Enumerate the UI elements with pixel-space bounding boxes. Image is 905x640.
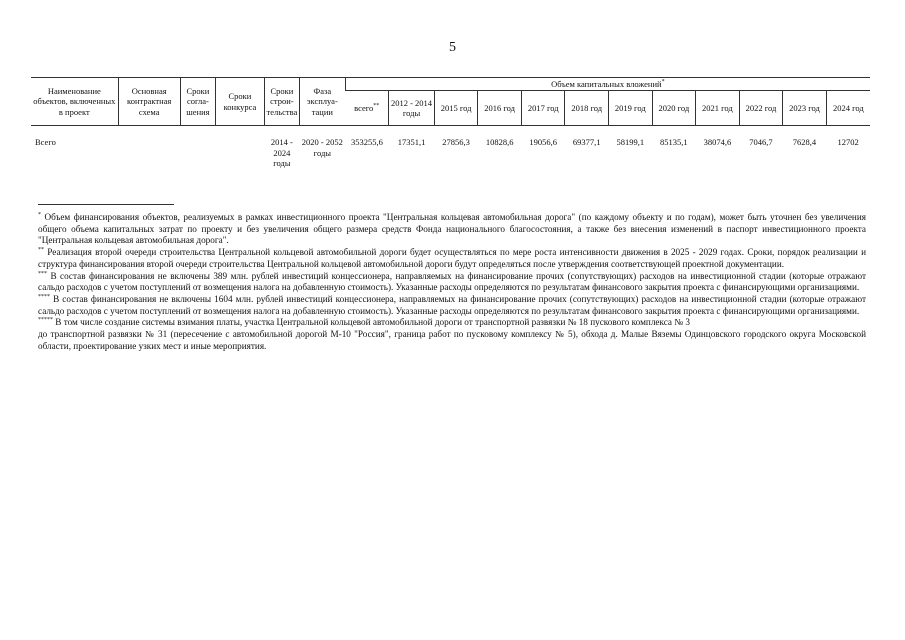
header-year: 2023 год [783, 91, 827, 126]
header-approval-terms: Сроки согла-шения [180, 78, 215, 126]
footnote-ref-1: * [661, 78, 665, 85]
investment-table [31, 77, 870, 169]
header-year: 2024 год [826, 91, 870, 126]
footnote-text: В состав финансирования не включены 1604 млн. рублей инвестиций концессионера, направляемых на финансирование прочих (сопутствующих) расходов на инвестиционной стадии (которые отражают сальдо расходов с учетом поступлений от возмещения налога на добавленную стоимость). Указанные расходы определяются по результатам финансового закрытия проекта с финансирующими организациями. [38, 293, 866, 316]
cell-empty [216, 126, 265, 169]
footnote-mark: ** [38, 247, 44, 254]
header-year: 2021 год [696, 91, 740, 126]
cell-empty [118, 126, 180, 169]
header-year: 2016 год [478, 91, 522, 126]
cell-value: 27856,3 [442, 137, 470, 147]
cell-value: 17351,1 [397, 137, 426, 147]
cell-operation-phase: 2020 - 2052 годы [301, 137, 343, 158]
footnote-text: В состав финансирования не включены 389 млн. рублей инвестиций концессионера, направляемых на финансирование прочих (сопутствующих) расходов на инвестиционной стадии (которые отражают сальдо расходов с учетом поступлений от возмещения налога на добавленную стоимость). Указанные расходы определяются по результатам финансового закрытия проекта с финансирующими организациями. [38, 270, 866, 293]
header-total-text: всего [354, 102, 374, 113]
cell-value: 7628,4 [792, 137, 817, 147]
page-number: 5 [449, 40, 456, 55]
header-year: 2012 - 2014 годы [389, 91, 435, 126]
header-year: 2015 год [434, 91, 478, 126]
footnote-5 [38, 317, 866, 329]
row-label: Всего [35, 137, 56, 147]
header-contract-scheme: Основная контрактная схема [118, 78, 180, 126]
cell-value: 7046,7 [749, 137, 773, 147]
footnote-text: Объем финансирования объектов, реализуемых в рамках инвестиционного проекта "Центральная кольцевая автомобильная дорога" (по каждому объекту и по годам), может быть уточнен без увеличения общего объема капитальных затрат по проекту и без увеличения общего размера средств Фонда национального благосостояния, а также без внесения изменений в паспорт инвестиционного проекта "Центральная кольцевая автомобильная дорога". [38, 212, 866, 246]
footnote-separator [38, 204, 174, 205]
footnote-1 [38, 212, 866, 247]
header-year: 2022 год [739, 91, 783, 126]
footnote-2 [38, 247, 866, 270]
cell-value: 12702 [837, 137, 859, 147]
footnote-4 [38, 294, 866, 317]
header-investment-volume [345, 78, 870, 91]
header-construction-terms: Сроки строи-тельства [264, 78, 299, 126]
header-year: 2019 год [609, 91, 653, 126]
cell-construction-terms: 2014 - 2024 годы [270, 137, 293, 168]
header-operation-phase: Фаза эксплуа-тации [300, 78, 346, 126]
footnote-3 [38, 271, 866, 294]
header-contest-terms: Сроки конкурса [216, 78, 265, 126]
footnote-ref-2: ** [373, 102, 380, 109]
header-total [345, 91, 389, 126]
cell-value: 85135,1 [660, 137, 688, 147]
cell-value: 58199,1 [616, 137, 645, 147]
cell-empty [180, 126, 215, 169]
footnote-text: В том числе создание системы взимания платы, участка Центральной кольцевой автомобильной дороги от транспортной развязки № 18 пускового комплекса № 3 [53, 317, 690, 328]
header-year: 2020 год [652, 91, 696, 126]
footnote-text: до транспортной развязки № 31 (пересечение с автомобильной дорогой М-10 "Россия", граница работ по пусковому комплексу № 5), обхода д. Малые Вяземы Одинцовского городского округа Московской области, проектирование узких мест и иные мероприятия. [38, 329, 866, 351]
footnote-mark: * [38, 211, 41, 218]
footnote-text: Реализация второй очереди строительства Центральной кольцевой автомобильной дороги будет осуществляться по мере роста интенсивности движения в 2025 - 2029 годах. Сроки, порядок реализации и структура финансирования второй очереди строительства Центральной кольцевой автомобильной дороги будут определяться после утверждения соответствующей проектной документации. [38, 247, 866, 269]
table-row-total [31, 126, 870, 169]
footnote-5-continued [38, 329, 866, 352]
cell-value: 10828,6 [485, 137, 514, 147]
cell-value: 69377,1 [572, 137, 601, 147]
footnote-mark: *** [38, 270, 47, 277]
cell-total: 353255,6 [350, 137, 383, 147]
header-year: 2018 год [565, 91, 609, 126]
footnote-mark: ***** [38, 317, 53, 324]
footnote-mark: **** [38, 293, 50, 300]
header-object-names: Наименование объектов, включенных в проект [31, 78, 118, 126]
header-year: 2017 год [521, 91, 565, 126]
header-investment-volume-text: Объем капитальных вложений [551, 78, 662, 89]
footnotes [38, 212, 866, 352]
cell-value: 38074,6 [703, 137, 732, 147]
cell-value: 19056,6 [529, 137, 557, 147]
